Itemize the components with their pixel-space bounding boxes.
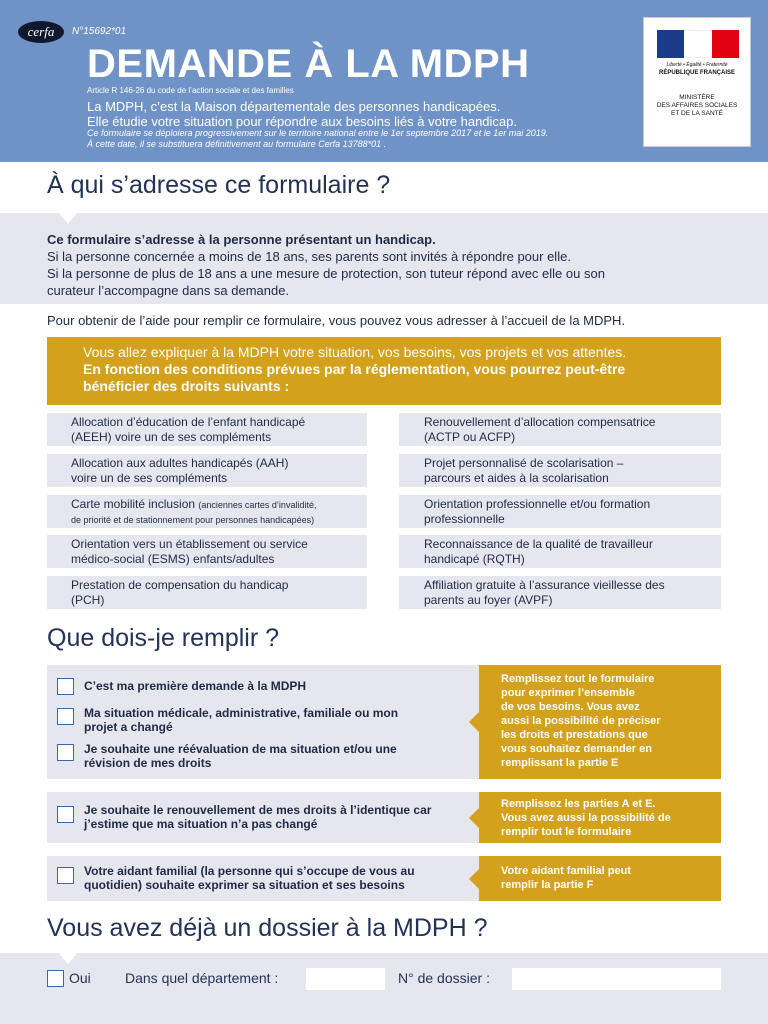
renewal-checkbox[interactable] [57,806,74,823]
section-title-file: Vous avez déjà un dossier à la MDPH ? [47,914,488,942]
option-label: Je souhaite une réévaluation de ma situation et/ou une révision de mes droits [84,742,397,770]
intro-line: La MDPH, c’est la Maison départementale des personnes handicapées. [87,99,501,114]
deployment-note: À cette date, il se substituera définitivement au formulaire Cerfa 13788*01 . [87,139,387,149]
right-item: Renouvellement d’allocation compensatrice (ACTP ou ACFP) [399,413,721,446]
right-item: Allocation d’éducation de l’enfant handicapé (AEEH) voire un de ses compléments [47,413,367,446]
file-number-label: N° de dossier : [398,970,490,986]
audience-bold: Ce formulaire s’adresse à la personne présentant un handicap. [47,232,436,247]
right-item: Projet personnalisé de scolarisation – parcours et aides à la scolarisation [399,454,721,487]
header-banner [0,0,768,162]
audience-line: Si la personne concernée a moins de 18 ans, ses parents sont invités à répondre pour elle. [47,249,571,264]
marianne-flag-icon [657,30,739,58]
right-item: Prestation de compensation du handicap (PCH) [47,576,367,609]
rights-intro-box: Vous allez expliquer à la MDPH votre situation, vos besoins, vos projets et vos attentes. En fonction des conditions prévues par la réglementation, vous pourrez peut-être bénéficier des droits suivants : [47,337,721,405]
notch-icon [58,952,78,964]
right-item: Affiliation gratuite à l’assurance vieillesse des parents au foyer (AVPF) [399,576,721,609]
option-label: Votre aidant familial (la personne qui s’occupe de vous au quotidien) souhaite exprimer sa situation et ses besoins [84,864,415,892]
notch-icon [58,212,78,224]
republic-motto: Liberté • Égalité • Fraternité [666,62,728,68]
option-label: Ma situation médicale, administrative, familiale ou mon projet a changé [84,706,399,734]
right-item: Allocation aux adultes handicapés (AAH) voire un de ses compléments [47,454,367,487]
right-item: Reconnaissance de la qualité de travailleur handicapé (RQTH) [399,535,721,568]
republic-name: RÉPUBLIQUE FRANÇAISE [658,70,735,76]
right-item: Orientation professionnelle et/ou formation professionnelle [399,495,721,528]
section-title-who: À qui s’adresse ce formulaire ? [47,171,391,199]
form-number: N°15692*01 [72,26,127,37]
intro-line: Elle étudie votre situation pour répondre aux besoins liés à votre handicap. [87,114,517,129]
cerfa-logo: cerfa [18,21,64,43]
legal-article: Article R 146-26 du code de l’action sociale et des familles [87,86,294,95]
republique-francaise-logo [643,17,751,147]
option-label: Je souhaite le renouvellement de mes droits à l’identique car j’estime que ma situation n’a pas changé [84,803,432,831]
yes-label: Oui [69,970,91,986]
first-request-checkbox[interactable] [57,678,74,695]
department-label: Dans quel département : [125,970,279,986]
right-item: Carte mobilité inclusion (anciennes cartes d’invalidité, de priorité et de stationnement pour personnes handicapées) [47,495,367,528]
existing-file-box [0,953,768,1024]
audience-line: curateur l’accompagne dans sa demande. [47,283,290,298]
existing-file-yes-checkbox[interactable] [47,970,64,987]
help-text: Pour obtenir de l’aide pour remplir ce formulaire, vous pouvez vous adresser à l’accueil de la MDPH. [47,313,626,328]
page-title: DEMANDE À LA MDPH [87,42,530,86]
tip-part-f: Votre aidant familial peut remplir la partie F [479,856,721,901]
file-number-field[interactable] [512,968,721,990]
section-title-fill: Que dois-je remplir ? [47,624,280,652]
caregiver-checkbox[interactable] [57,867,74,884]
tip-full-form: Remplissez tout le formulaire pour exprimer l’ensemble de vos besoins. Vous avez aussi la possibilité de préciser les droits et prestations que vous souhaitez demander en remplissant la partie E [479,665,721,779]
tip-parts-a-e: Remplissez les parties A et E. Vous avez aussi la possibilité de remplir tout le formulaire [479,792,721,843]
audience-line: Si la personne de plus de 18 ans a une mesure de protection, son tuteur répond avec elle ou son [47,266,605,281]
deployment-note: Ce formulaire se déploiera progressivement sur le territoire national entre le 1er septembre 2017 et le 1er mai 2019. [87,128,549,138]
option-label: C’est ma première demande à la MDPH [84,679,307,693]
situation-changed-checkbox[interactable] [57,708,74,725]
right-item: Orientation vers un établissement ou service médico-social (ESMS) enfants/adultes [47,535,367,568]
reevaluation-checkbox[interactable] [57,744,74,761]
department-field[interactable] [306,968,385,990]
ministry-name: MINISTÈRE DES AFFAIRES SOCIALES ET DE LA SANTÉ [656,94,738,117]
audience-box [0,213,768,304]
